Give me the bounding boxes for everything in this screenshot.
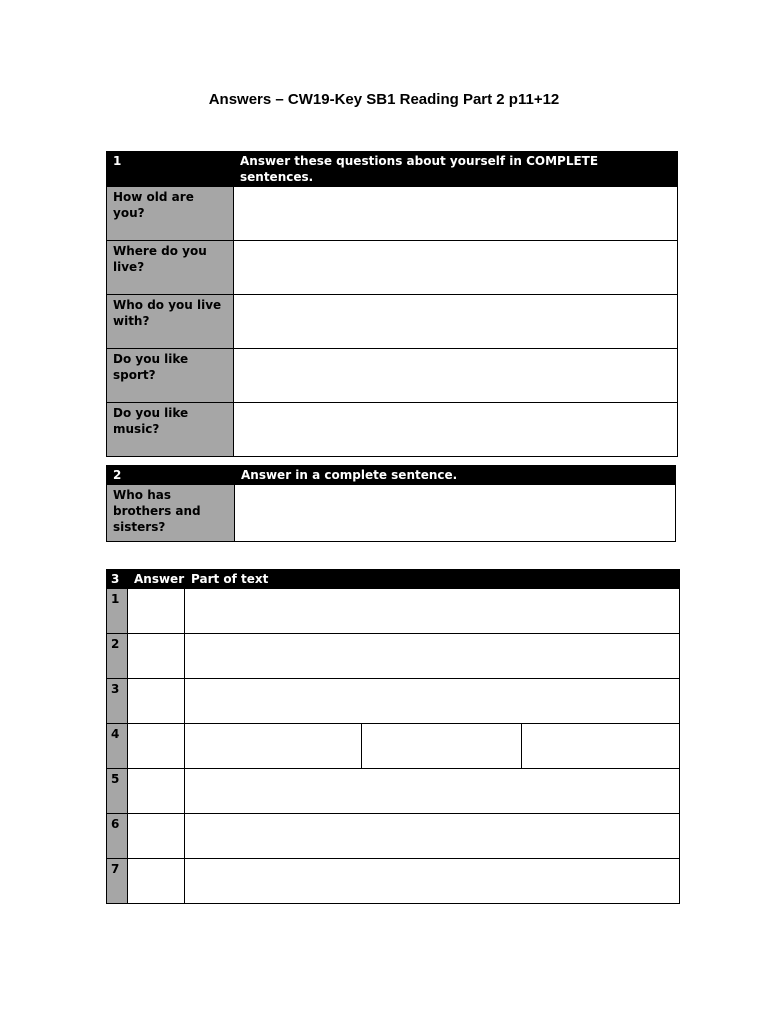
section-3-header xyxy=(107,570,680,589)
answer-cell[interactable] xyxy=(128,769,185,814)
question-row xyxy=(107,349,678,403)
table-row xyxy=(107,679,680,724)
page-title: Answers – CW19-Key SB1 Reading Part 2 p11+12 xyxy=(208,91,560,108)
section-instruction: Answer in a complete sentence. xyxy=(235,466,676,485)
section-number: 3 xyxy=(107,570,128,589)
part-of-text-cell[interactable] xyxy=(362,724,522,769)
answer-cell[interactable] xyxy=(128,589,185,634)
answer-cell[interactable] xyxy=(128,859,185,904)
answer-cell[interactable] xyxy=(234,295,678,349)
row-number: 6 xyxy=(107,814,128,859)
section-1-header xyxy=(107,152,678,187)
row-number: 7 xyxy=(107,859,128,904)
question-label: Do you like music? xyxy=(107,403,234,457)
row-number: 3 xyxy=(107,679,128,724)
answer-column-header: Answer xyxy=(128,570,185,589)
question-label: Who has brothers and sisters? xyxy=(107,485,235,542)
table-row xyxy=(107,859,680,904)
row-number: 1 xyxy=(107,589,128,634)
answer-cell[interactable] xyxy=(128,679,185,724)
row-number: 2 xyxy=(107,634,128,679)
question-label: Where do you live? xyxy=(107,241,234,295)
part-of-text-cell[interactable] xyxy=(185,769,680,814)
question-label: Do you like sport? xyxy=(107,349,234,403)
section-number: 2 xyxy=(107,466,235,485)
table-row xyxy=(107,814,680,859)
question-row xyxy=(107,403,678,457)
answer-cell[interactable] xyxy=(128,724,185,769)
row-number: 5 xyxy=(107,769,128,814)
part-of-text-cell[interactable] xyxy=(185,814,680,859)
answer-cell[interactable] xyxy=(128,634,185,679)
question-row xyxy=(107,187,678,241)
table-row xyxy=(107,769,680,814)
part-of-text-cell[interactable] xyxy=(185,724,362,769)
answer-cell[interactable] xyxy=(234,349,678,403)
table-row xyxy=(107,634,680,679)
section-instruction: Answer these questions about yourself in COMPLETE sentences. xyxy=(234,152,678,187)
row-number: 4 xyxy=(107,724,128,769)
question-row xyxy=(107,241,678,295)
answer-cell[interactable] xyxy=(234,403,678,457)
part-of-text-cell[interactable] xyxy=(185,859,680,904)
part-of-text-cell[interactable] xyxy=(185,589,680,634)
part-of-text-cell[interactable] xyxy=(522,724,680,769)
answer-cell[interactable] xyxy=(128,814,185,859)
question-label: How old are you? xyxy=(107,187,234,241)
answer-cell[interactable] xyxy=(235,485,676,542)
table-row xyxy=(107,724,680,769)
part-of-text-cell[interactable] xyxy=(185,679,680,724)
table-row xyxy=(107,589,680,634)
section-3-table xyxy=(106,569,680,904)
question-row xyxy=(107,485,676,542)
question-label: Who do you live with? xyxy=(107,295,234,349)
section-number: 1 xyxy=(107,152,234,187)
section-1-table xyxy=(106,151,678,457)
part-of-text-cell[interactable] xyxy=(185,634,680,679)
answer-cell[interactable] xyxy=(234,187,678,241)
answer-cell[interactable] xyxy=(234,241,678,295)
section-2-header xyxy=(107,466,676,485)
part-of-text-column-header: Part of text xyxy=(185,570,680,589)
question-row xyxy=(107,295,678,349)
section-2-table xyxy=(106,465,676,542)
